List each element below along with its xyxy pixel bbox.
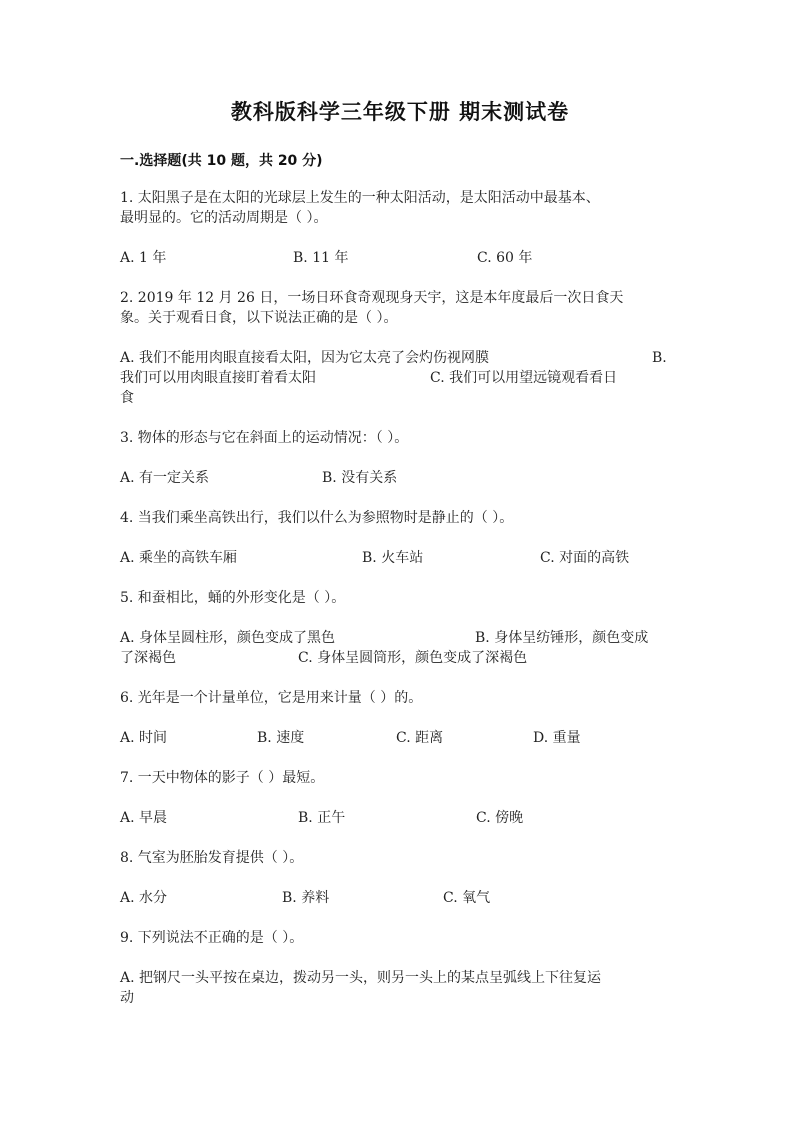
question-2 (120, 288, 680, 328)
question-3: 3. 物体的形态与它在斜面上的运动情况：（ ）。 (120, 430, 409, 446)
q2-option-b-marker[interactable]: B. (652, 350, 667, 366)
q4-option-c[interactable]: C. 对面的高铁 (540, 550, 630, 566)
section-heading: 一.选择题(共 10 题，共 20 分) (120, 153, 323, 169)
q5-option-b[interactable]: B. 身体呈纺锤形，颜色变成 (475, 630, 649, 646)
q1-option-b[interactable]: B. 11 年 (293, 250, 349, 266)
q6-option-c[interactable]: C. 距离 (396, 730, 444, 746)
q3-option-a[interactable]: A. 有一定关系 (120, 470, 210, 486)
q8-option-a[interactable]: A. 水分 (120, 890, 168, 906)
q2-option-c[interactable]: C. 我们可以用望远镜观看看日 (430, 370, 618, 386)
q6-option-d[interactable]: D. 重量 (533, 730, 581, 746)
question-8: 8. 气室为胚胎发育提供（ ）。 (120, 850, 304, 866)
q1-option-c[interactable]: C. 60 年 (477, 250, 533, 266)
q5-option-a[interactable]: A. 身体呈圆柱形，颜色变成了黑色 (120, 630, 336, 646)
q7-option-c[interactable]: C. 傍晚 (476, 810, 524, 826)
q2-option-a[interactable]: A. 我们不能用肉眼直接看太阳，因为它太亮了会灼伤视网膜 (120, 350, 490, 366)
q4-option-b[interactable]: B. 火车站 (362, 550, 424, 566)
question-7: 7. 一天中物体的影子（ ）最短。 (120, 770, 325, 786)
question-4: 4. 当我们乘坐高铁出行，我们以什么为参照物时是静止的（ ）。 (120, 510, 514, 526)
q7-option-b[interactable]: B. 正午 (298, 810, 346, 826)
page-title: 教科版科学三年级下册 期末测试卷 (230, 100, 570, 124)
q7-option-a[interactable]: A. 早晨 (120, 810, 168, 826)
question-9-options (120, 968, 668, 1008)
q4-option-a[interactable]: A. 乘坐的高铁车厢 (120, 550, 238, 566)
q2-option-c-cont: 食 (120, 390, 134, 406)
question-9: 9. 下列说法不正确的是（ ）。 (120, 930, 304, 946)
question-1-line-1: 1. 太阳黑子是在太阳的光球层上发生的一种太阳活动，是太阳活动中最基本、 (120, 190, 600, 206)
question-1-line-2: 最明显的。它的活动周期是（ ）。 (120, 210, 328, 226)
q9-option-a-cont: 动 (120, 990, 134, 1006)
q5-option-b-cont: 了深褐色 (120, 650, 176, 666)
q9-option-a[interactable]: A. 把钢尺一头平按在桌边，拨动另一头，则另一头上的某点呈弧线上下往复运 (120, 970, 602, 986)
q6-option-a[interactable]: A. 时间 (120, 730, 168, 746)
question-2-line-2: 象。关于观看日食，以下说法正确的是（ ）。 (120, 310, 398, 326)
q1-option-a[interactable]: A. 1 年 (120, 250, 167, 266)
question-1 (120, 188, 680, 228)
q5-option-c[interactable]: C. 身体呈圆筒形，颜色变成了深褐色 (298, 650, 528, 666)
question-5-options (120, 628, 668, 668)
q6-option-b[interactable]: B. 速度 (257, 730, 305, 746)
q2-option-b[interactable]: 我们可以用肉眼直接盯着看太阳 (120, 370, 316, 386)
question-5: 5. 和蚕相比，蛹的外形变化是（ ）。 (120, 590, 346, 606)
question-2-options (120, 348, 668, 408)
q3-option-b[interactable]: B. 没有关系 (322, 470, 398, 486)
question-6: 6. 光年是一个计量单位，它是用来计量（ ）的。 (120, 690, 423, 706)
question-2-line-1: 2. 2019 年 12 月 26 日，一场日环食奇观现身天宇，这是本年度最后一次日食天 (120, 290, 624, 306)
q8-option-c[interactable]: C. 氧气 (443, 890, 491, 906)
q8-option-b[interactable]: B. 养料 (282, 890, 330, 906)
